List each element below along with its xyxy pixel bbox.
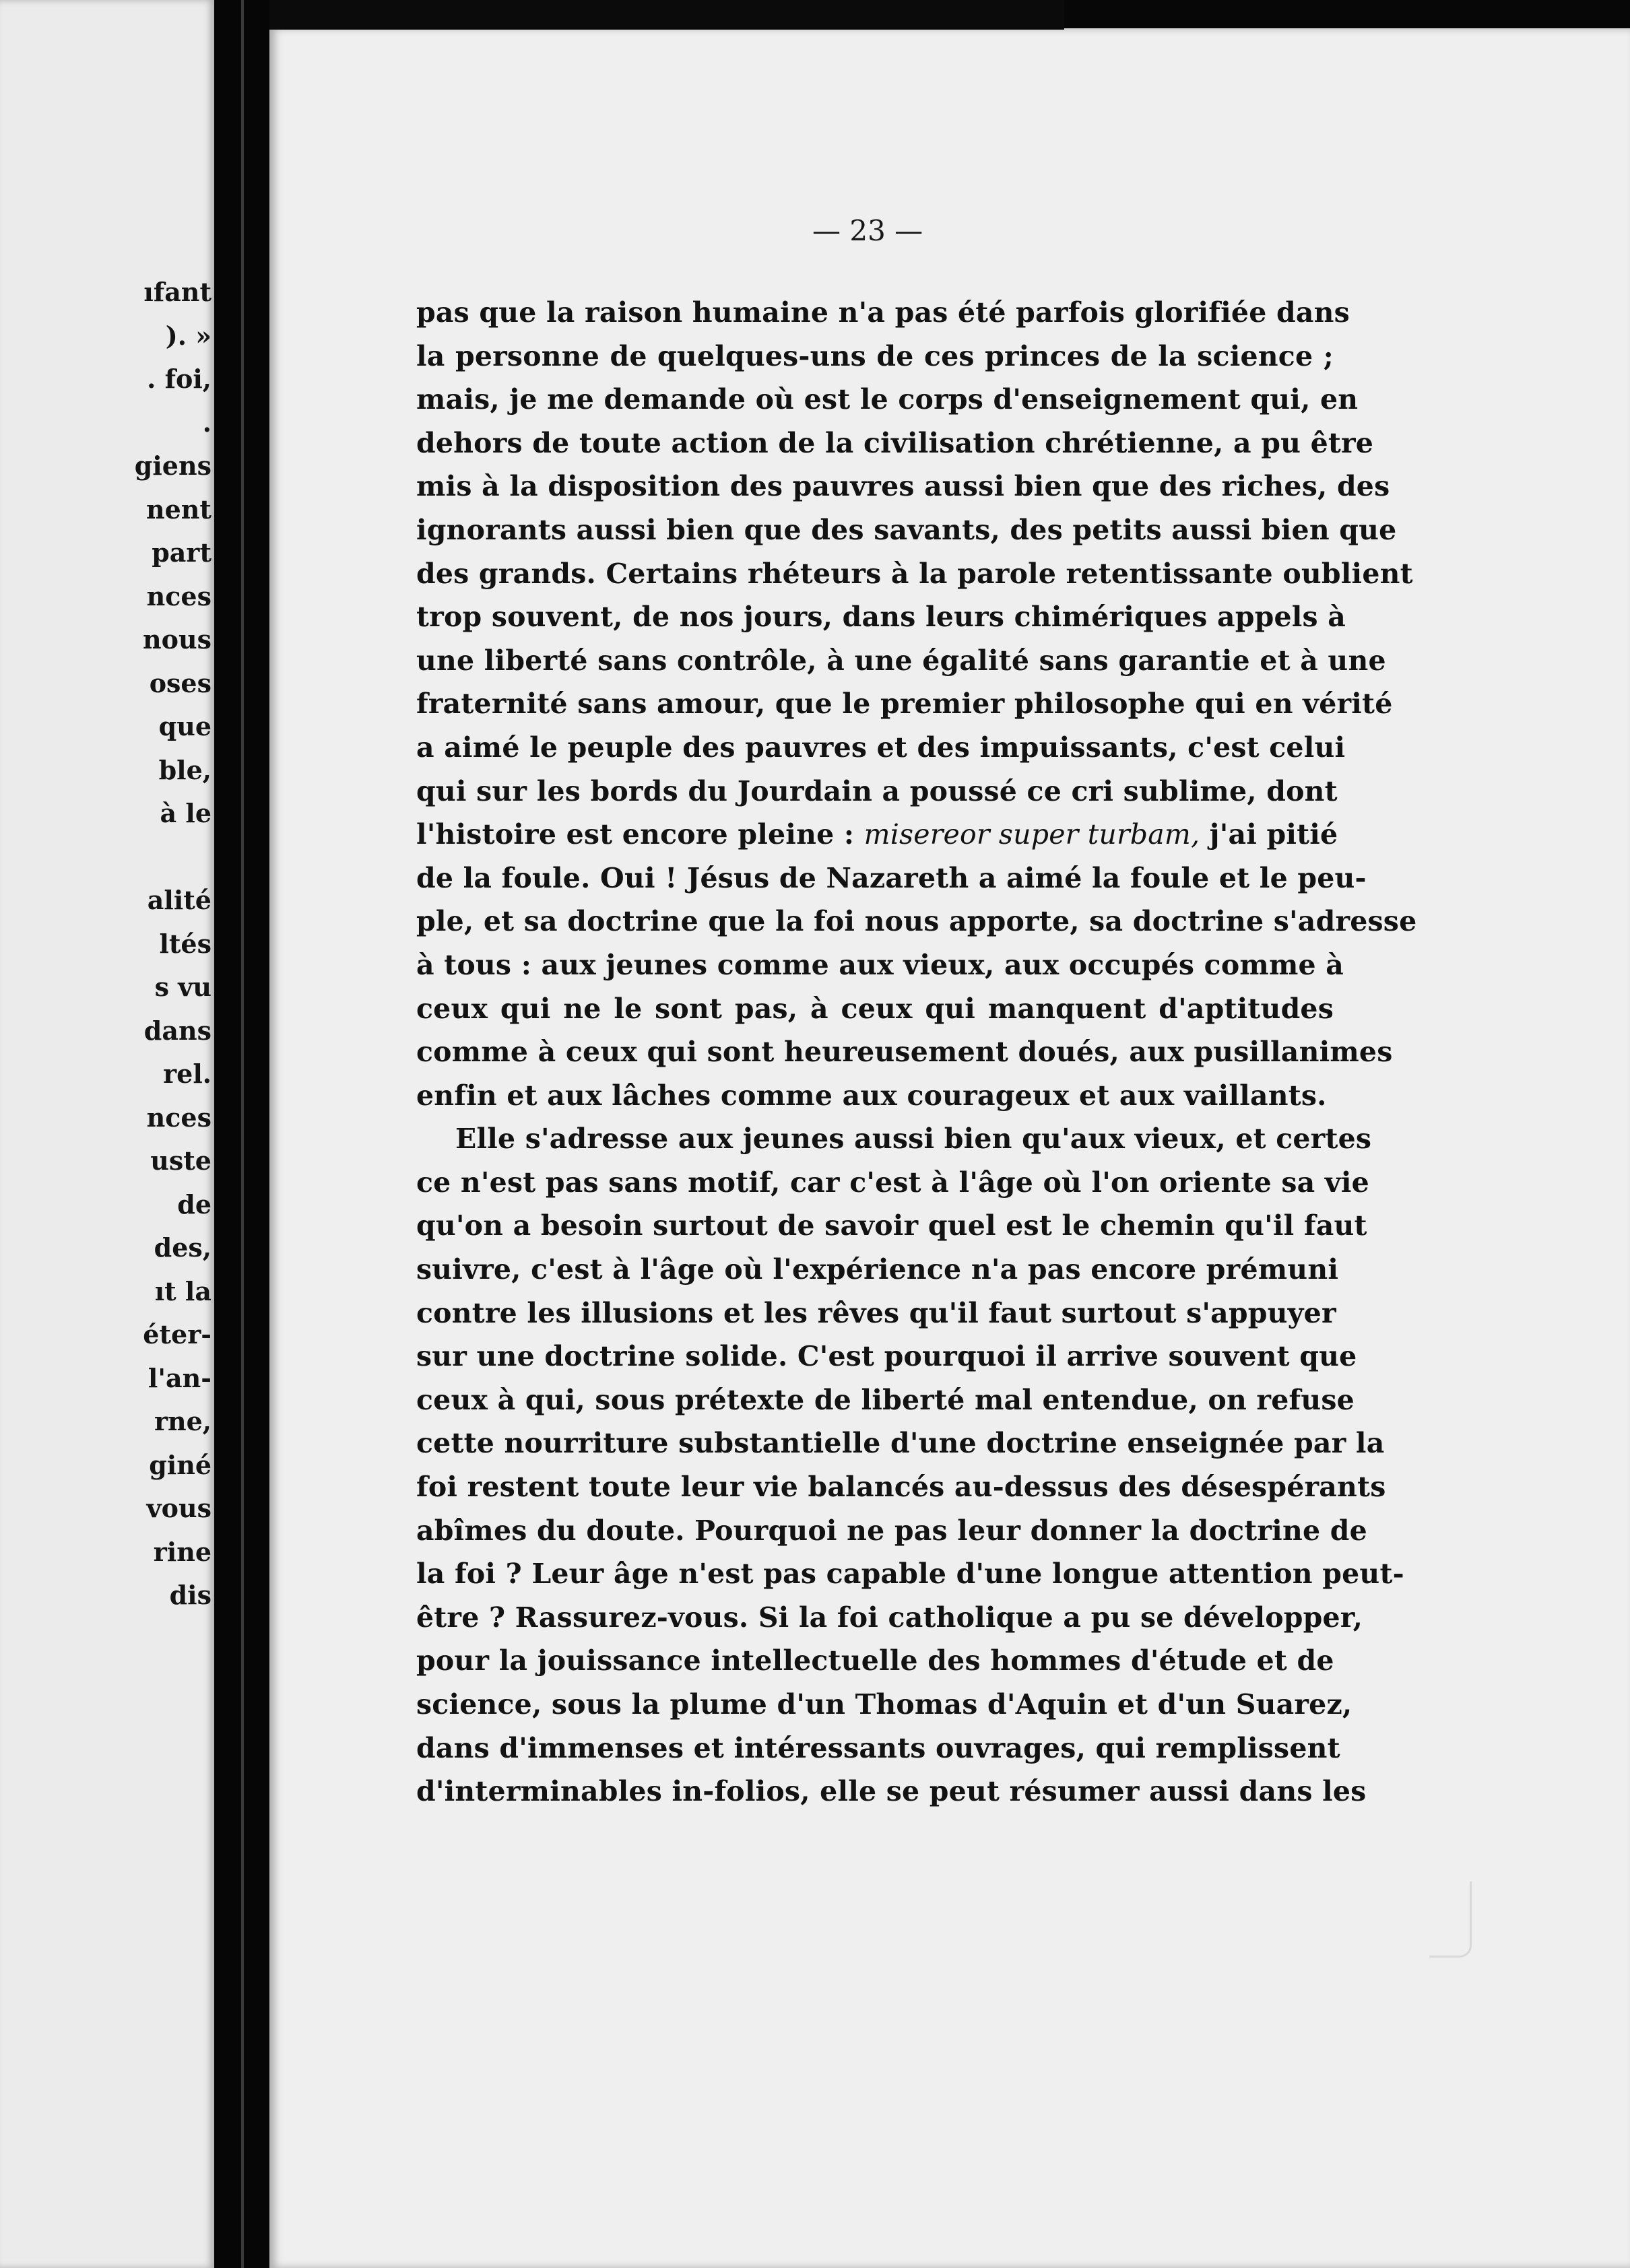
paragraph-end-line: enfin et aux lâches comme aux courageux et aux vaillants. <box>416 1079 1327 1112</box>
page-top-shadow <box>269 0 1064 30</box>
text-line: la personne de quelques-uns de ces princes de la science ; <box>416 339 1334 372</box>
line-text-after-quote: j'ai pitié <box>1200 818 1338 851</box>
fragment-line: . foi, <box>147 364 211 394</box>
fragment-line: rel. <box>163 1059 211 1089</box>
body-text <box>416 291 1417 1813</box>
text-line: des grands. Certains rhéteurs à la parole retentissante oublient <box>416 557 1413 590</box>
text-line: sur une doctrine solide. C'est pourquoi il arrive souvent que <box>416 1340 1357 1373</box>
previous-page-edge <box>0 0 214 2268</box>
fragment-line: à le <box>160 798 211 828</box>
text-line: dans d'immenses et intéressants ouvrages, qui remplissent <box>416 1731 1340 1764</box>
fragment-line: uste <box>150 1145 211 1176</box>
text-line: ce n'est pas sans motif, car c'est à l'âge où l'on oriente sa vie <box>416 1166 1369 1199</box>
text-line: trop souvent, de nos jours, dans leurs chimériques appels à <box>416 601 1346 634</box>
fragment-line: dis <box>169 1580 211 1610</box>
text-line: d'interminables in-folios, elle se peut résumer aussi dans les <box>416 1775 1367 1808</box>
fragment-line: giens <box>134 451 211 481</box>
text-line: qu'on a besoin surtout de savoir quel est le chemin qu'il faut <box>416 1209 1367 1242</box>
page-number: — 23 — <box>812 214 923 247</box>
text-line: mis à la disposition des pauvres aussi bien que des riches, des <box>416 470 1390 503</box>
text-line: dehors de toute action de la civilisation chrétienne, a pu être <box>416 426 1374 459</box>
text-line: foi restent toute leur vie balancés au-dessus des désespérants <box>416 1471 1386 1504</box>
fragment-line: de <box>177 1189 211 1220</box>
fragment-line: s vu <box>154 972 211 1002</box>
text-line: fraternité sans amour, que le premier philosophe qui en vérité <box>416 688 1393 721</box>
line-text-before-quote: l'histoire est encore pleine : <box>416 818 864 851</box>
latin-quote: misereor super turbam, <box>863 818 1200 851</box>
fragment-line: l'an- <box>148 1362 211 1393</box>
text-line: a aimé le peuple des pauvres et des impuissants, c'est celui <box>416 731 1346 764</box>
paragraph-start-line: Elle s'adresse aux jeunes aussi bien qu'aux vieux, et certes <box>455 1123 1372 1156</box>
text-line: la foi ? Leur âge n'est pas capable d'une longue attention peut- <box>416 1558 1404 1591</box>
text-line: à tous : aux jeunes comme aux vieux, aux occupés comme à <box>416 948 1344 981</box>
fragment-line: rine <box>153 1536 211 1567</box>
fragment-line: ıfant <box>143 277 211 307</box>
text-line: être ? Rassurez-vous. Si la foi catholique a pu se développer, <box>416 1601 1363 1634</box>
fragment-line: giné <box>149 1449 211 1480</box>
fragment-line: oses <box>149 667 211 698</box>
fragment-line: ). » <box>165 320 211 351</box>
fragment-line: . <box>202 407 211 438</box>
text-line-with-latin-quote <box>416 813 1338 857</box>
text-line: ignorants aussi bien que des savants, des petits aussi bien que <box>416 513 1397 546</box>
fragment-line: nces <box>146 580 211 611</box>
text-line: qui sur les bords du Jourdain a poussé ce cri sublime, dont <box>416 774 1338 807</box>
fragment-line: part <box>152 537 211 568</box>
book-binding-gutter <box>214 0 271 2268</box>
text-line: science, sous la plume d'un Thomas d'Aquin et d'un Suarez, <box>416 1688 1352 1721</box>
text-line: abîmes du doute. Pourquoi ne pas leur donner la doctrine de <box>416 1514 1367 1547</box>
text-line: contre les illusions et les rêves qu'il faut surtout s'appuyer <box>416 1296 1336 1329</box>
fragment-line: ltés <box>159 928 211 959</box>
fragment-line: des, <box>154 1232 211 1263</box>
text-line: comme à ceux qui sont heureusement doués, aux pusillanimes <box>416 1036 1393 1069</box>
fragment-line: alité <box>147 885 211 915</box>
fragment-line: rne, <box>154 1406 211 1436</box>
fragment-line: éter- <box>143 1319 211 1349</box>
text-line: pour la jouissance intellectuelle des hommes d'étude et de <box>416 1644 1334 1677</box>
text-line: ceux qui ne le sont pas, à ceux qui manquent d'aptitudes <box>416 992 1334 1025</box>
text-line: mais, je me demande où est le corps d'enseignement qui, en <box>416 383 1359 416</box>
fragment-line: ble, <box>158 754 211 785</box>
text-line: suivre, c'est à l'âge où l'expérience n'a pas encore prémuni <box>416 1253 1339 1286</box>
text-line: cette nourriture substantielle d'une doctrine enseignée par la <box>416 1427 1385 1460</box>
text-line: ceux à qui, sous prétexte de liberté mal entendue, on refuse <box>416 1383 1355 1416</box>
fragment-line: que <box>158 711 211 741</box>
fragment-line: vous <box>146 1493 211 1523</box>
previous-page-text-fragments <box>135 271 214 1617</box>
fragment-line: ıt la <box>154 1275 211 1306</box>
text-line: une liberté sans contrôle, à une égalité sans garantie et à une <box>416 644 1386 677</box>
text-line: pas que la raison humaine n'a pas été parfois glorifiée dans <box>416 296 1350 329</box>
fragment-line <box>135 836 214 879</box>
text-line: ple, et sa doctrine que la foi nous apporte, sa doctrine s'adresse <box>416 905 1417 938</box>
paper-stain-mark <box>1429 1881 1472 1958</box>
fragment-line: dans <box>143 1015 211 1046</box>
text-line: de la foule. Oui ! Jésus de Nazareth a aimé la foule et le peu- <box>416 861 1367 894</box>
fragment-line: nent <box>146 494 211 525</box>
fragment-line: nous <box>143 624 211 655</box>
fragment-line: nces <box>146 1102 211 1133</box>
